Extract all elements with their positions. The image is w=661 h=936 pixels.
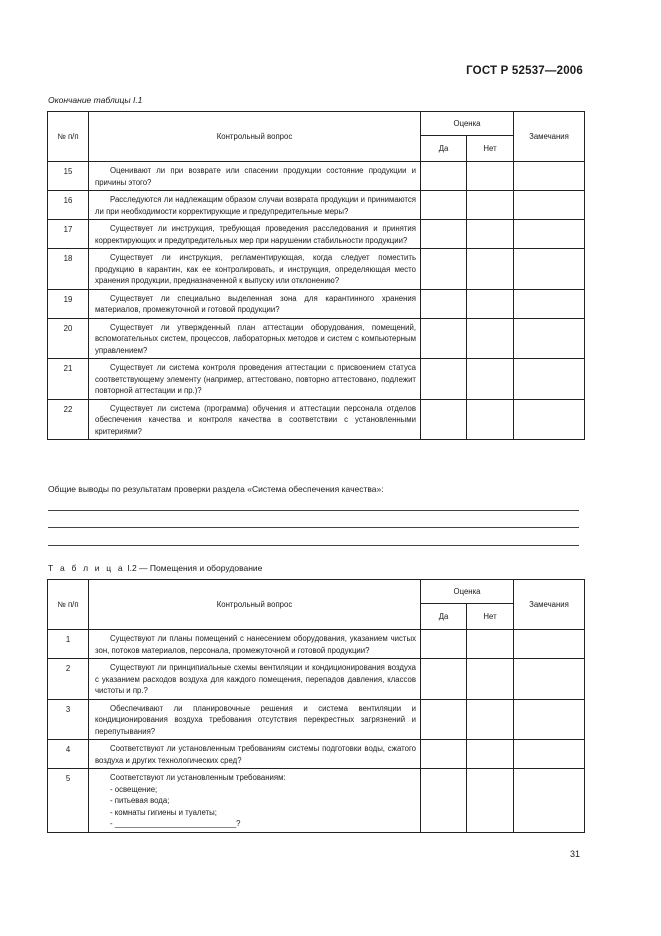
table2-caption — [48, 563, 262, 573]
remarks-cell — [514, 769, 585, 833]
question-cell — [89, 699, 421, 740]
row-number: 3 — [48, 699, 89, 740]
no-cell — [467, 249, 514, 290]
no-cell — [467, 289, 514, 318]
yes-cell — [421, 359, 467, 400]
list-item — [95, 807, 416, 819]
remarks-cell — [514, 740, 585, 769]
remarks-cell — [514, 659, 585, 700]
question-text: Существует ли инструкция, требующая проведения расследования и принятия корректирующих и предупредительных мер при нарушении стабильности продукции? — [95, 224, 416, 245]
page-number: 31 — [570, 849, 581, 859]
list-item — [95, 784, 416, 796]
remarks-cell — [514, 249, 585, 290]
row-number: 15 — [48, 162, 89, 191]
col-rating-header: Оценка — [421, 112, 514, 136]
question-text: Существует ли утвержденный план аттестации оборудования, помещений, вспомогательных систем, процессов, лабораторных методов и систем с компьютерным управлением? — [95, 322, 416, 355]
col-yes-header: Да — [421, 136, 467, 162]
yes-cell — [421, 191, 467, 220]
list-item — [95, 795, 416, 807]
row-number: 20 — [48, 318, 89, 359]
yes-cell — [421, 399, 467, 440]
row-number: 1 — [48, 630, 89, 659]
row-number: 2 — [48, 659, 89, 700]
question-cell — [89, 289, 421, 318]
no-cell — [467, 769, 514, 833]
no-cell — [467, 630, 514, 659]
row-number: 18 — [48, 249, 89, 290]
remarks-cell — [514, 399, 585, 440]
standard-designation: ГОСТ Р 52537—2006 — [466, 65, 583, 77]
table1-caption: Окончание таблицы I.1 — [48, 95, 143, 105]
question-cell — [89, 359, 421, 400]
no-cell — [467, 191, 514, 220]
row-number: 5 — [48, 769, 89, 833]
question-text: Соответствуют ли установленным требованиям системы подготовки воды, сжатого воздуха и других технологических сред? — [95, 744, 416, 765]
table-row — [48, 162, 585, 191]
row-number: 19 — [48, 289, 89, 318]
question-cell — [89, 399, 421, 440]
col-yes-header: Да — [421, 604, 467, 630]
list-item-text: - комнаты гигиены и туалеты; — [110, 807, 217, 817]
answer-line — [48, 545, 579, 546]
remarks-cell — [514, 699, 585, 740]
remarks-cell — [514, 630, 585, 659]
no-cell — [467, 740, 514, 769]
no-cell — [467, 162, 514, 191]
table-row — [48, 249, 585, 290]
question-text: Существуют ли принципиальные схемы вентиляции и кондиционирования воздуха с указанием расходов воздуха для каждого помещения, перепадов давления, классов чистоты и пр.? — [95, 663, 416, 695]
list-item-text: - освещение; — [110, 784, 158, 794]
col-remarks-header: Замечания — [514, 580, 585, 630]
no-cell — [467, 220, 514, 249]
table2-caption-prefix: Т а б л и ц а — [48, 563, 125, 573]
question-text: Существуют ли планы помещений с нанесением оборудования, указанием чистых зон, потоков материалов, персонала, промежуточной и готовой продукции? — [95, 634, 416, 655]
yes-cell — [421, 162, 467, 191]
question-text: Существует ли система контроля проведения аттестации с присвоением статуса соответствующему элементу (например, аттестовано, повторно аттестовано, подлежит повторной аттестации и пр.)? — [95, 363, 416, 395]
table2 — [47, 579, 585, 833]
table1 — [47, 111, 585, 440]
no-cell — [467, 399, 514, 440]
remarks-cell — [514, 162, 585, 191]
question-cell — [89, 191, 421, 220]
row-number: 4 — [48, 740, 89, 769]
yes-cell — [421, 318, 467, 359]
yes-cell — [421, 659, 467, 700]
list-item-text: - питьевая вода; — [110, 796, 170, 805]
col-no-header: Нет — [467, 604, 514, 630]
col-no-header: Нет — [467, 136, 514, 162]
table-row — [48, 289, 585, 318]
conclusion-text: Общие выводы по результатам проверки раздела «Система обеспечения качества»: — [48, 484, 384, 494]
question-cell — [89, 659, 421, 700]
table-row — [48, 699, 585, 740]
remarks-cell — [514, 191, 585, 220]
list-item — [95, 818, 416, 830]
question-text: Расследуются ли надлежащим образом случаи возврата продукции и принимаются ли при необходимости корректирующие и предупредительные меры? — [95, 195, 416, 216]
col-remarks-header: Замечания — [514, 112, 585, 162]
table-row — [48, 191, 585, 220]
table-row — [48, 220, 585, 249]
table-row — [48, 769, 585, 833]
no-cell — [467, 359, 514, 400]
remarks-cell — [514, 359, 585, 400]
yes-cell — [421, 699, 467, 740]
row-number: 21 — [48, 359, 89, 400]
no-cell — [467, 318, 514, 359]
yes-cell — [421, 220, 467, 249]
yes-cell — [421, 769, 467, 833]
question-text: Соответствуют ли установленным требованиям: — [110, 773, 286, 782]
table2-caption-title: I.2 — Помещения и оборудование — [124, 563, 263, 573]
table-row — [48, 359, 585, 400]
question-text: Оценивают ли при возврате или спасении продукции состояние продукции и причины этого? — [95, 166, 416, 187]
table-row — [48, 740, 585, 769]
question-cell — [89, 630, 421, 659]
question-cell — [89, 740, 421, 769]
question-text: Существует ли инструкция, регламентирующая, когда следует поместить продукцию в карантин, как ее контролировать, и инструкция, определяющая место хранения продукции, предназначенной к выпуску или отклонению? — [95, 253, 416, 285]
remarks-cell — [514, 220, 585, 249]
table-row — [48, 630, 585, 659]
answer-line — [48, 527, 579, 528]
question-cell — [89, 249, 421, 290]
question-text: Существует ли специально выделенная зона для карантинного хранения материалов, промежуточной и готовой продукции? — [95, 293, 416, 314]
yes-cell — [421, 630, 467, 659]
no-cell — [467, 699, 514, 740]
col-num-header: № п/п — [48, 112, 89, 162]
remarks-cell — [514, 318, 585, 359]
yes-cell — [421, 740, 467, 769]
answer-line — [48, 510, 579, 511]
question-text: Обеспечивают ли планировочные решения и система вентиляции и кондиционирования воздуха требования отсутствия перекрестных загрязнений и перепутывания? — [95, 703, 416, 736]
list-item-text: - ____________________________? — [110, 819, 241, 828]
table-row — [48, 659, 585, 700]
col-rating-header: Оценка — [421, 580, 514, 604]
col-num-header: № п/п — [48, 580, 89, 630]
question-cell — [89, 162, 421, 191]
col-question-header: Контрольный вопрос — [89, 112, 421, 162]
no-cell — [467, 659, 514, 700]
question-cell — [89, 769, 421, 833]
yes-cell — [421, 249, 467, 290]
row-number: 22 — [48, 399, 89, 440]
row-number: 16 — [48, 191, 89, 220]
remarks-cell — [514, 289, 585, 318]
question-text: Существует ли система (программа) обучения и аттестации персонала отделов обеспечения качества и контроля качества в соответствии с установленными критериями? — [95, 403, 416, 436]
question-cell — [89, 220, 421, 249]
table-row — [48, 399, 585, 440]
row-number: 17 — [48, 220, 89, 249]
col-question-header: Контрольный вопрос — [89, 580, 421, 630]
question-line — [95, 772, 416, 784]
question-cell — [89, 318, 421, 359]
yes-cell — [421, 289, 467, 318]
table-row — [48, 318, 585, 359]
